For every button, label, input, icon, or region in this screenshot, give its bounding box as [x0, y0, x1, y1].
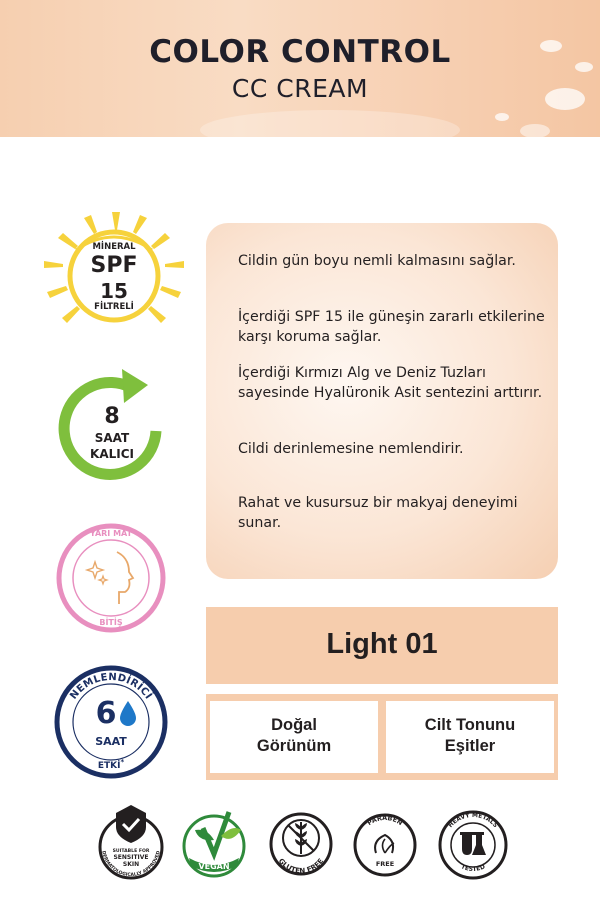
benefit-4: Cildi derinlemesine nemlendirir.: [238, 441, 464, 457]
product-subtitle: CC CREAM: [231, 74, 369, 103]
feature-2-line2: Eşitler: [444, 737, 496, 755]
benefit-1: Cildin gün boyu nemli kalmasını sağlar.: [238, 253, 516, 269]
benefits-panel: [206, 223, 558, 579]
sensitive-arc: DERMATOLOGICALLY APPROVED: [100, 850, 162, 879]
paraben-free-icon: [352, 805, 418, 883]
paraben-top: PARABEN: [365, 813, 405, 828]
metals-bottom: TESTED: [459, 863, 487, 874]
spf-text-1: MİNERAL: [92, 242, 136, 252]
lasting-number: 8: [104, 404, 120, 429]
vegan-label: VEGAN: [198, 862, 230, 871]
header-banner: [0, 0, 600, 137]
feature-even-tone: [386, 701, 554, 773]
gluten-label: GLUTEN FREE: [276, 857, 326, 876]
sensitive-top: SUITABLE FOR: [112, 849, 150, 854]
spf-text-3: 15: [100, 279, 128, 303]
moist-number: 6: [95, 696, 117, 731]
metals-top: HEAVY METALS: [447, 811, 499, 830]
product-title: COLOR CONTROL: [149, 34, 451, 70]
sensitive-skin-icon: [98, 803, 164, 883]
spf-text-4: FİLTRELİ: [94, 302, 134, 312]
shade-label: Light 01: [326, 628, 438, 660]
spf-text-2: SPF: [90, 253, 138, 278]
moist-bottom-text: ETKİ: [97, 761, 121, 771]
benefit-5: Rahat ve kusursuz bir makyaj deneyimi sunar.: [238, 495, 518, 531]
benefit-2: İçerdiği SPF 15 ile güneşin zararlı etkilerine karşı koruma sağlar.: [238, 309, 545, 345]
sensitive-main2: SKIN: [122, 861, 140, 868]
matte-bottom-text: BİTİŞ: [99, 618, 123, 627]
features-box: [206, 694, 558, 780]
gluten-free-icon: [268, 808, 334, 882]
feature-natural-look: [210, 701, 378, 773]
paraben-bottom: FREE: [375, 860, 395, 868]
feature-1-line1: Doğal: [271, 716, 317, 734]
benefit-3: İçerdiği Kırmızı Alg ve Deniz Tuzları sayesinde Hyalüronik Asit sentezini arttırır.: [238, 365, 543, 401]
moist-bottom: [81, 758, 141, 771]
feature-2-line1: Cilt Tonunu: [424, 716, 516, 734]
lasting-line2: KALICI: [90, 447, 134, 461]
moist-arc-text: NEMLENDİRİCİ: [68, 671, 154, 702]
matte-top-text: YARI MAT: [89, 529, 133, 538]
vegan-icon: [181, 806, 247, 882]
lasting-line1: SAAT: [94, 431, 130, 445]
moist-unit: SAAT: [95, 735, 127, 748]
heavy-metals-tested-icon: [437, 805, 509, 883]
moist-star: *: [120, 758, 125, 766]
feature-1-line2: Görünüm: [256, 737, 332, 755]
sensitive-main1: SENSITIVE: [113, 854, 149, 861]
shade-box: [206, 607, 558, 684]
